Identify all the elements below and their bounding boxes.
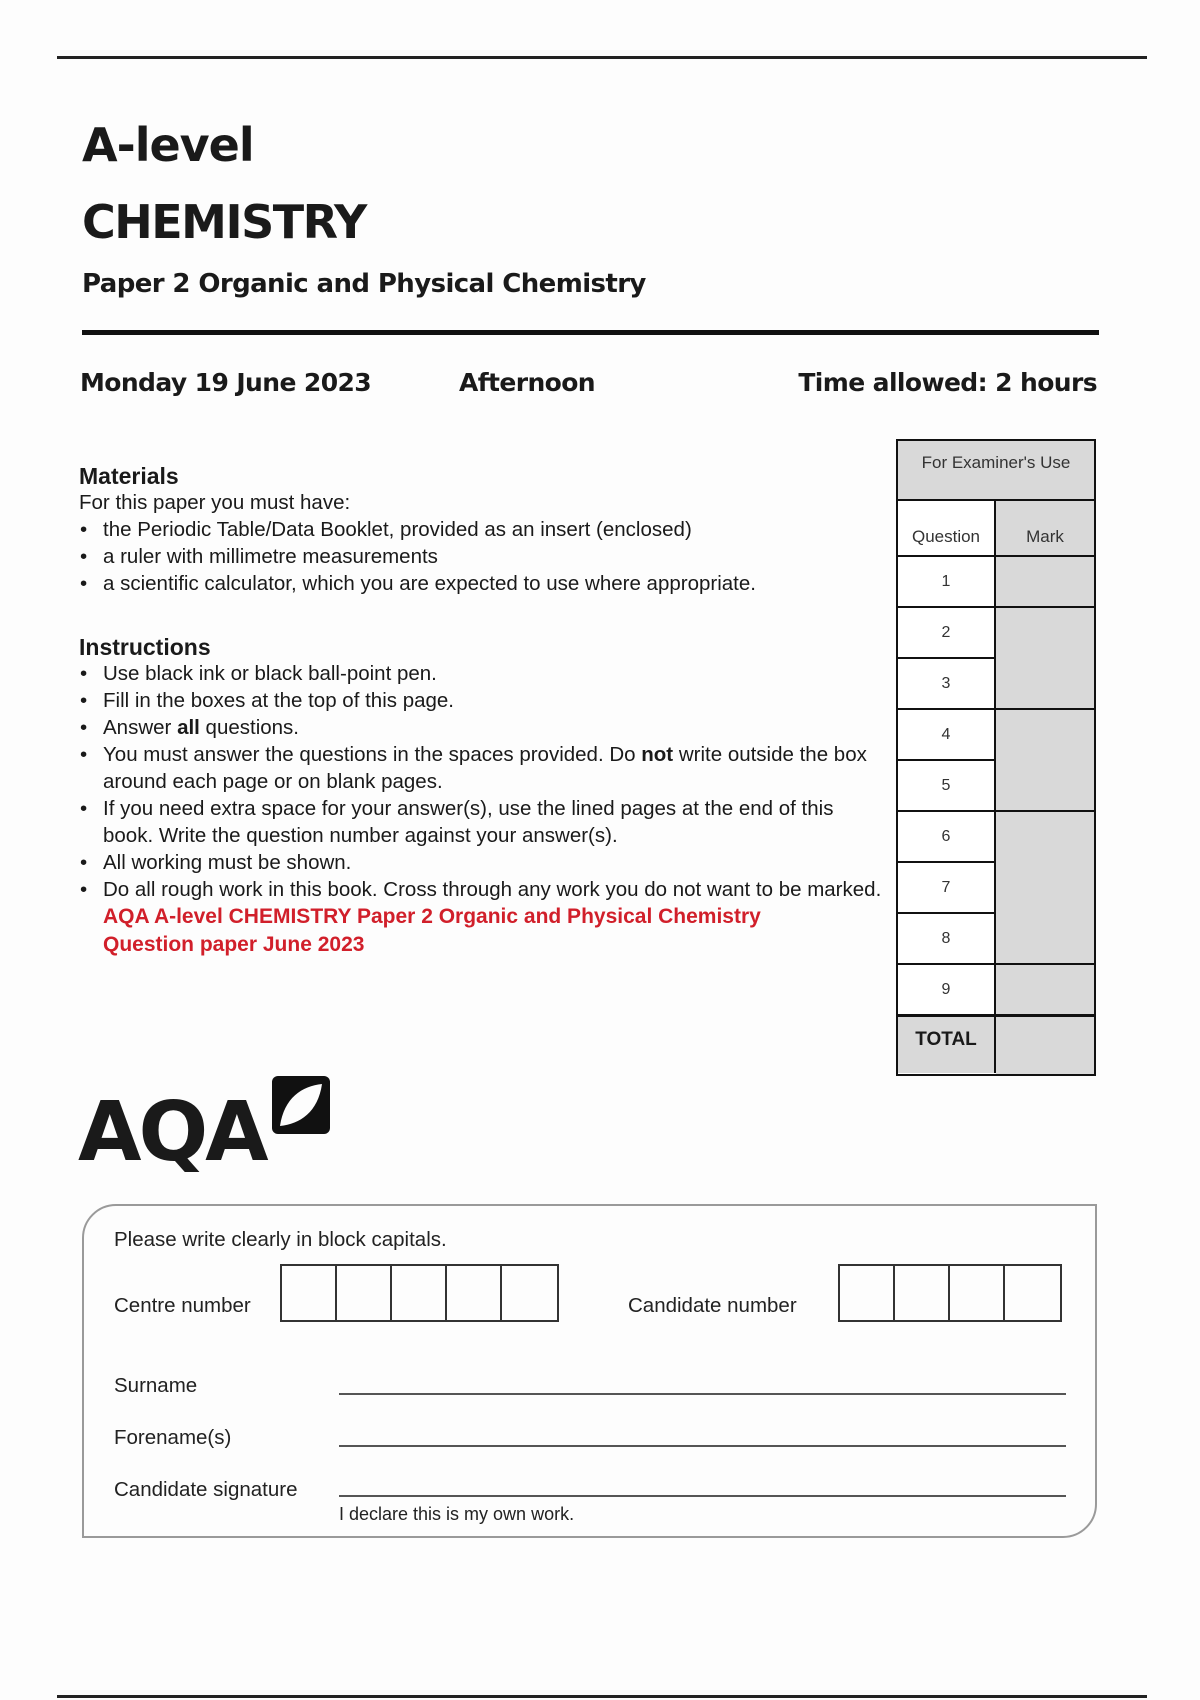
candidate-number-digit-box[interactable] — [840, 1266, 895, 1320]
materials-item: • a ruler with millimetre measurements — [79, 543, 879, 570]
instruction-text: You must answer the questions in the spaces provided. Do — [103, 743, 642, 766]
exam-date: Monday 19 June 2023 — [80, 368, 372, 397]
surname-field[interactable] — [339, 1393, 1066, 1395]
total-mark-cell[interactable] — [996, 1016, 1094, 1074]
instructions-section — [79, 634, 909, 959]
instruction-item: • All working must be shown. — [79, 849, 909, 876]
materials-item: • a scientific calculator, which you are expected to use where appropriate. — [79, 570, 879, 597]
centre-number-digit-box[interactable] — [392, 1266, 447, 1320]
emphasis-text: all — [177, 716, 200, 739]
aqa-leaf-mark-icon — [272, 1076, 330, 1134]
candidate-number-digit-box[interactable] — [950, 1266, 1005, 1320]
forenames-field[interactable] — [339, 1445, 1066, 1447]
instruction-item: • Do all rough work in this book. Cross through any work you do not want to be marked. — [79, 876, 893, 903]
mark-cell[interactable] — [996, 965, 1094, 1016]
subject-title: CHEMISTRY — [82, 195, 366, 249]
question-number-cell: 4 — [898, 710, 996, 761]
mark-column-header: Mark — [996, 501, 1094, 557]
time-allowed: Time allowed: 2 hours — [798, 368, 1097, 397]
question-number-cell: 3 — [898, 659, 996, 710]
declaration-text: I declare this is my own work. — [339, 1504, 575, 1524]
centre-number-digit-box[interactable] — [447, 1266, 502, 1320]
instruction-text: Answer — [103, 716, 178, 739]
paper-title: Paper 2 Organic and Physical Chemistry — [82, 269, 646, 299]
mark-cell[interactable] — [996, 557, 1094, 608]
materials-item: • the Periodic Table/Data Booklet, provided as an insert (enclosed) — [79, 516, 879, 543]
question-number-cell: 7 — [898, 863, 996, 914]
question-number-cell: 1 — [898, 557, 996, 608]
centre-number-digit-box[interactable] — [337, 1266, 392, 1320]
candidate-number-label: Candidate number — [628, 1294, 797, 1317]
instructions-title: Instructions — [79, 634, 211, 660]
total-label: TOTAL — [898, 1016, 996, 1073]
question-number-cell: 8 — [898, 914, 996, 965]
mark-cell[interactable] — [996, 812, 1094, 965]
emphasis-text: not — [641, 743, 674, 766]
bottom-page-rule — [57, 1695, 1147, 1698]
surname-label: Surname — [114, 1374, 198, 1397]
instruction-item: • Use black ink or black ball-point pen. — [79, 660, 909, 687]
question-column-header: Question — [898, 501, 996, 557]
candidate-number-digit-box[interactable] — [1005, 1266, 1060, 1320]
instructions-list — [79, 660, 909, 903]
examiners-use-title: For Examiner's Use — [898, 441, 1094, 501]
signature-label: Candidate signature — [114, 1478, 298, 1501]
materials-title: Materials — [79, 463, 179, 489]
mark-cell[interactable] — [996, 608, 1094, 710]
instruction-item — [79, 741, 899, 795]
candidate-number-input — [838, 1264, 1062, 1322]
instruction-item — [79, 714, 909, 741]
instruction-item: • Fill in the boxes at the top of this page. — [79, 687, 909, 714]
question-number-cell: 2 — [898, 608, 996, 659]
header-divider — [82, 330, 1099, 335]
centre-number-input — [280, 1264, 559, 1322]
aqa-logo-text: AQA — [78, 1085, 266, 1180]
forenames-label: Forename(s) — [114, 1426, 232, 1449]
qualification-level: A-level — [82, 118, 254, 172]
paper-identifier-note: AQA A-level CHEMISTRY Paper 2 Organic and Physical Chemistry Question paper June 2023 — [103, 905, 761, 956]
signature-field[interactable] — [339, 1495, 1066, 1497]
materials-intro: For this paper you must have: — [79, 491, 351, 514]
instruction-text: write outside the box around each page or on blank pages. — [103, 743, 867, 793]
instruction-item: • If you need extra space for your answer(s), use the lined pages at the end of this book. Write the question number against your answer(s). — [79, 795, 873, 849]
block-capitals-instruction: Please write clearly in block capitals. — [114, 1228, 447, 1251]
materials-section — [79, 463, 879, 597]
exam-session: Afternoon — [459, 368, 596, 397]
instruction-text: questions. — [199, 716, 300, 739]
candidate-number-digit-box[interactable] — [895, 1266, 950, 1320]
total-row — [898, 1016, 1094, 1074]
centre-number-digit-box[interactable] — [282, 1266, 337, 1320]
examiners-grid — [898, 501, 1094, 1016]
candidate-details-box — [82, 1204, 1097, 1538]
question-number-cell: 5 — [898, 761, 996, 812]
question-number-cell: 9 — [898, 965, 996, 1016]
question-number-cell: 6 — [898, 812, 996, 863]
top-page-rule — [57, 56, 1147, 59]
materials-list — [79, 516, 879, 597]
aqa-logo — [78, 1076, 330, 1180]
centre-number-digit-box[interactable] — [502, 1266, 557, 1320]
centre-number-label: Centre number — [114, 1294, 251, 1317]
mark-cell[interactable] — [996, 710, 1094, 812]
examiners-use-table — [896, 439, 1096, 1076]
